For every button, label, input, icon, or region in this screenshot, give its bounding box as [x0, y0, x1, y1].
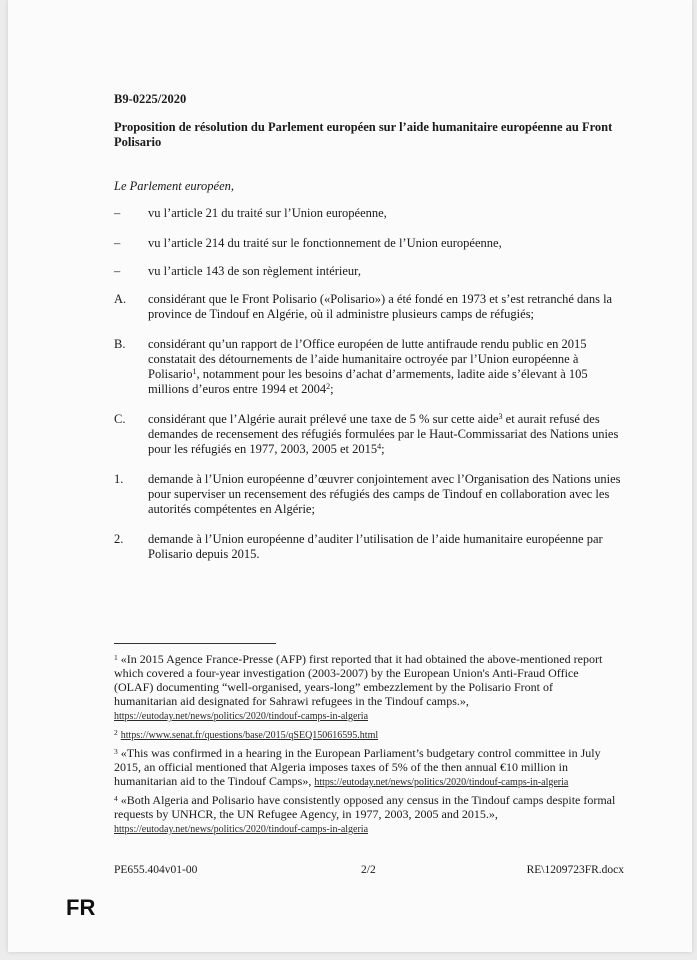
paragraph-mark: 1. [114, 472, 124, 486]
document-page [8, 0, 692, 952]
citation-text: vu l’article 21 du traité sur l’Union européenne, [148, 206, 387, 220]
footnote-2: $^2$ https://www.senat.fr/questions/base/2015/qSEQ150616595.html [114, 728, 379, 741]
citation-dash: – [114, 264, 121, 278]
citation-item [114, 206, 626, 221]
footnote-ref-4: 4 [377, 442, 382, 451]
footnote-divider [114, 643, 276, 644]
footnote-link[interactable]: https://eutoday.net/news/politics/2020/tindouf-camps-in-algeria [314, 777, 569, 788]
footnote-ref-1: 1 [192, 367, 197, 376]
citation-text: vu l’article 143 de son règlement intérieur, [148, 264, 361, 278]
recital-mark: B. [114, 337, 126, 351]
paragraph-1 [114, 472, 626, 517]
recital-text: considérant que l’Algérie aurait prélevé une taxe de 5 % sur cette aide$^3$ et aurait refusé des demandes de recensement des réfugiés formulées par le Haut-Commissariat des Nations unies pour les réfugiés en 1977, 2003, 2005 et 2015$^4$; [148, 412, 619, 456]
language-tag: FR [66, 895, 96, 920]
recital-text: considérant que le Front Polisario («Polisario») a été fondé en 1973 et s’est retranché dans la province de Tindouf en Algérie, où il administre plusieurs camps de réfugiés; [148, 292, 613, 321]
footnote-1: $^1$ «In 2015 Agence France-Presse (AFP) first reported that it had obtained the above-mentioned report which covered a four-year investigation (2003-2007) by the European Union's Anti-Fraud Office (OLAF) documenting “well-organised, years-long” embezzlement by the Polisario Front of humanitarian aid designated for Sahrawi refugees in the Tindouf camps.», https://eutoday.net/news/politics/2020/tindouf-camps-in-algeria [114, 652, 603, 722]
paragraph-text: demande à l’Union européenne d’auditer l’utilisation de l’aide humanitaire européenne par Polisario depuis 2015. [148, 532, 603, 561]
footnote-link[interactable]: https://eutoday.net/news/politics/2020/tindouf-camps-in-algeria [114, 824, 369, 835]
recital-b [114, 337, 626, 397]
recital-mark: A. [114, 292, 127, 306]
citation-item [114, 264, 626, 279]
footer-file-name: RE\1209723FR.docx [526, 864, 624, 876]
footer-page-number: 2/2 [361, 864, 376, 876]
paragraph-mark: 2. [114, 532, 124, 546]
paragraph-2 [114, 532, 626, 562]
recital-a [114, 292, 626, 322]
document-title: Proposition de résolution du Parlement européen sur l’aide humanitaire européenne au Front Polisario [114, 120, 613, 149]
recital-mark: C. [114, 412, 126, 426]
citation-dash: – [114, 236, 121, 250]
footnote-ref-3: 3 [498, 412, 503, 421]
citation-text: vu l’article 214 du traité sur le fonctionnement de l’Union européenne, [148, 236, 502, 250]
footnote-3: $^3$ «This was confirmed in a hearing in the European Parliament’s budgetary control committee in July 2015, an official mentioned that Algeria imposes taxes of 5% of the then annual €10 million in humanitarian aid to the Tindouf Camps», https://eutoday.net/news/politics/2020/tindouf-camps-in-algeria [114, 746, 601, 788]
footer-document-number: PE655.404v01-00 [114, 864, 198, 876]
citation-item [114, 236, 626, 251]
footnotes [114, 652, 619, 840]
footnote-link[interactable]: https://www.senat.fr/questions/base/2015/qSEQ150616595.html [120, 730, 379, 741]
footnote-ref-2: 2 [326, 382, 331, 391]
footnote-4: $^4$ «Both Algeria and Polisario have consistently opposed any census in the Tindouf camps despite formal requests by UNHCR, the UN Refugee Agency, in 1977, 2003, 2005 and 2015.», https://eutoday.net/news/politics/2020/tindouf-camps-in-algeria [114, 793, 616, 835]
recital-text: considérant qu’un rapport de l’Office européen de lutte antifraude rendu public en 2015 constatait des détournements de l’aide humanitaire octroyée par l’Union européenne à Polisario$^1$, notamment pour les besoins d’achat d’armements, ladite aide s’élevant à 105 millions d’euros entre 1994 et 2004$^2$; [148, 337, 588, 396]
footnote-link[interactable]: https://eutoday.net/news/politics/2020/tindouf-camps-in-algeria [114, 711, 369, 722]
paragraph-text: demande à l’Union européenne d’œuvrer conjointement avec l’Organisation des Nations unies pour superviser un recensement des réfugiés des camps de Tindouf en collaboration avec les autorités compétentes en Algérie; [148, 472, 621, 516]
recital-c [114, 412, 626, 457]
document-reference: B9-0225/2020 [114, 92, 187, 106]
citation-dash: – [114, 206, 121, 220]
intro-line: Le Parlement européen, [114, 179, 234, 193]
